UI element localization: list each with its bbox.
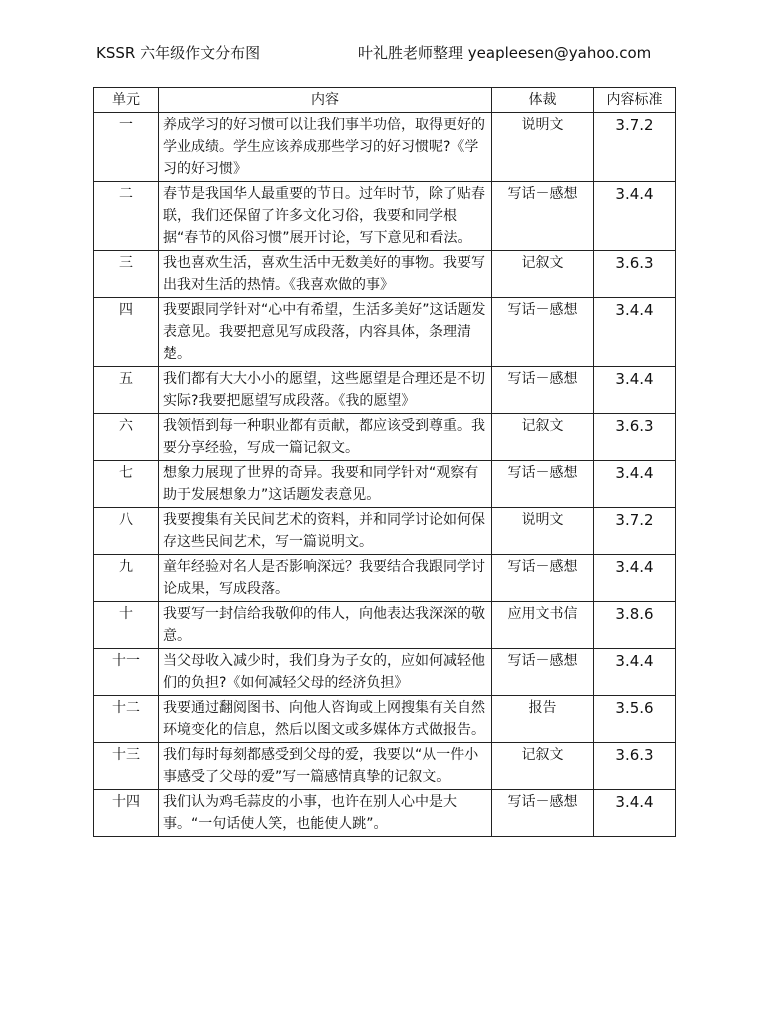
- standard-cell: 3.4.4: [594, 555, 676, 602]
- unit-cell: 八: [94, 508, 159, 555]
- unit-cell: 七: [94, 461, 159, 508]
- unit-cell: 十一: [94, 649, 159, 696]
- content-cell: 想象力展现了世界的奇异。我要和同学针对“观察有助于发展想象力”这话题发表意见。: [159, 461, 492, 508]
- content-cell: 我要通过翻阅图书、向他人咨询或上网搜集有关自然环境变化的信息，然后以图文或多媒体方式做报告。: [159, 696, 492, 743]
- composition-distribution-table: [93, 87, 676, 837]
- genre-cell: 写话－感想: [492, 555, 594, 602]
- genre-cell: 记叙文: [492, 743, 594, 790]
- table-row: [94, 182, 676, 251]
- header-standard: 内容标准: [594, 88, 676, 113]
- unit-cell: 九: [94, 555, 159, 602]
- genre-cell: 写话－感想: [492, 790, 594, 837]
- table-row: [94, 508, 676, 555]
- table-row: [94, 649, 676, 696]
- unit-cell: 六: [94, 414, 159, 461]
- genre-cell: 记叙文: [492, 414, 594, 461]
- unit-cell: 三: [94, 251, 159, 298]
- standard-cell: 3.4.4: [594, 649, 676, 696]
- unit-cell: 十三: [94, 743, 159, 790]
- content-cell: 当父母收入减少时，我们身为子女的，应如何减轻他们的负担?《如何减轻父母的经济负担》: [159, 649, 492, 696]
- genre-cell: 写话－感想: [492, 182, 594, 251]
- content-cell: 我要搜集有关民间艺术的资料，并和同学讨论如何保存这些民间艺术，写一篇说明文。: [159, 508, 492, 555]
- standard-cell: 3.7.2: [594, 113, 676, 182]
- content-cell: 春节是我国华人最重要的节日。过年时节，除了贴春联，我们还保留了许多文化习俗，我要和同学根据“春节的风俗习惯”展开讨论，写下意见和看法。: [159, 182, 492, 251]
- table-row: [94, 414, 676, 461]
- table-row: [94, 251, 676, 298]
- content-cell: 童年经验对名人是否影响深远？我要结合我跟同学讨论成果，写成段落。: [159, 555, 492, 602]
- content-cell: 我也喜欢生活，喜欢生活中无数美好的事物。我要写出我对生活的热情。《我喜欢做的事》: [159, 251, 492, 298]
- standard-cell: 3.5.6: [594, 696, 676, 743]
- content-cell: 养成学习的好习惯可以让我们事半功倍，取得更好的学业成绩。学生应该养成那些学习的好习惯呢?《学习的好习惯》: [159, 113, 492, 182]
- table-row: [94, 696, 676, 743]
- table-row: [94, 743, 676, 790]
- standard-cell: 3.4.4: [594, 367, 676, 414]
- standard-cell: 3.7.2: [594, 508, 676, 555]
- genre-cell: 说明文: [492, 508, 594, 555]
- genre-cell: 写话－感想: [492, 649, 594, 696]
- genre-cell: 记叙文: [492, 251, 594, 298]
- standard-cell: 3.4.4: [594, 790, 676, 837]
- standard-cell: 3.6.3: [594, 414, 676, 461]
- standard-cell: 3.6.3: [594, 743, 676, 790]
- author-credit: 叶礼胜老师整理 yeapleesen@yahoo.com: [358, 44, 652, 62]
- table-row: [94, 113, 676, 182]
- unit-cell: 五: [94, 367, 159, 414]
- genre-cell: 写话－感想: [492, 461, 594, 508]
- genre-cell: 写话－感想: [492, 367, 594, 414]
- genre-cell: 应用文书信: [492, 602, 594, 649]
- genre-cell: 报告: [492, 696, 594, 743]
- standard-cell: 3.4.4: [594, 298, 676, 367]
- standard-cell: 3.8.6: [594, 602, 676, 649]
- genre-cell: 写话－感想: [492, 298, 594, 367]
- table-row: [94, 298, 676, 367]
- genre-cell: 说明文: [492, 113, 594, 182]
- header-unit: 单元: [94, 88, 159, 113]
- unit-cell: 十二: [94, 696, 159, 743]
- content-cell: 我要写一封信给我敬仰的伟人，向他表达我深深的敬意。: [159, 602, 492, 649]
- content-cell: 我领悟到每一种职业都有贡献，都应该受到尊重。我要分享经验，写成一篇记叙文。: [159, 414, 492, 461]
- standard-cell: 3.4.4: [594, 182, 676, 251]
- table-header-row: [94, 88, 676, 113]
- table-row: [94, 790, 676, 837]
- content-cell: 我们每时每刻都感受到父母的爱，我要以“从一件小事感受了父母的爱”写一篇感情真挚的记叙文。: [159, 743, 492, 790]
- header-genre: 体裁: [492, 88, 594, 113]
- content-cell: 我们都有大大小小的愿望，这些愿望是合理还是不切实际?我要把愿望写成段落。《我的愿望》: [159, 367, 492, 414]
- table-row: [94, 555, 676, 602]
- document-title: KSSR 六年级作文分布图: [96, 44, 261, 62]
- content-cell: 我们认为鸡毛蒜皮的小事，也许在别人心中是大事。“一句话使人笑，也能使人跳”。: [159, 790, 492, 837]
- unit-cell: 十四: [94, 790, 159, 837]
- page-header: [96, 42, 671, 66]
- table-row: [94, 461, 676, 508]
- content-cell: 我要跟同学针对“心中有希望，生活多美好”这话题发表意见。我要把意见写成段落，内容具体，条理清楚。: [159, 298, 492, 367]
- table-row: [94, 602, 676, 649]
- header-content: 内容: [159, 88, 492, 113]
- unit-cell: 二: [94, 182, 159, 251]
- standard-cell: 3.6.3: [594, 251, 676, 298]
- unit-cell: 四: [94, 298, 159, 367]
- table-row: [94, 367, 676, 414]
- unit-cell: 十: [94, 602, 159, 649]
- standard-cell: 3.4.4: [594, 461, 676, 508]
- unit-cell: 一: [94, 113, 159, 182]
